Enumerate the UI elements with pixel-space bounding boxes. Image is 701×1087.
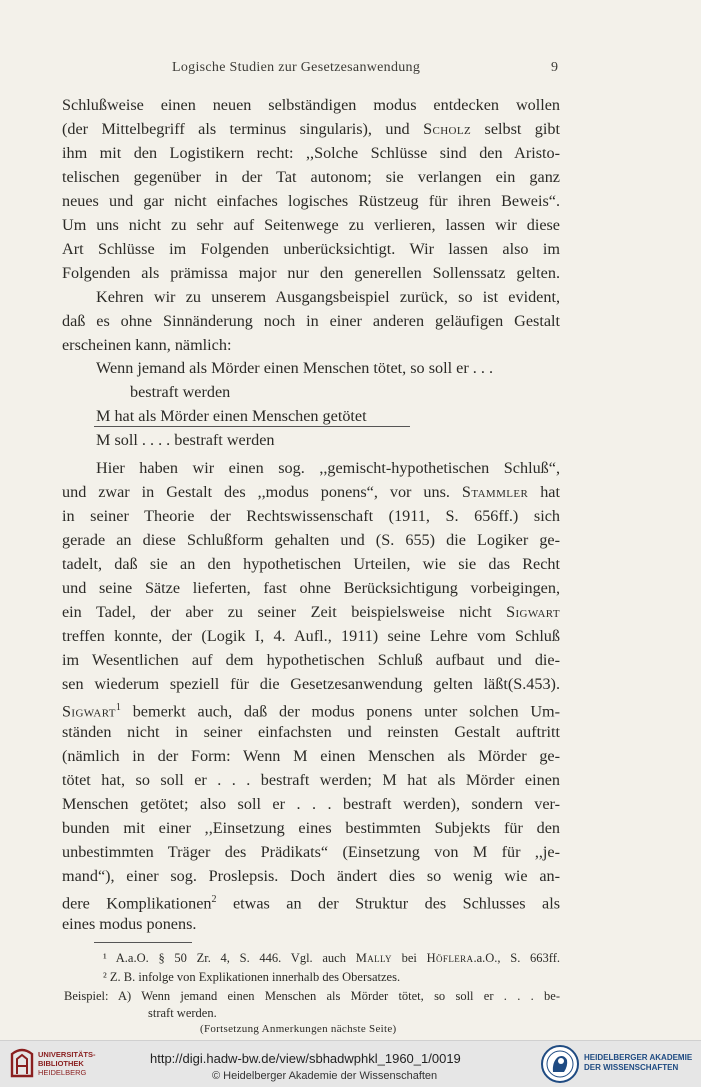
footnote-example-cont: straft werden.	[148, 1006, 217, 1020]
text-line: treffen konnte, der (Logik I, 4. Aufl., 1911) seine Lehre vom Schluß	[62, 627, 560, 645]
text-line	[62, 602, 560, 622]
text-line: sen wiederum speziell für die Gesetzesanwendung gelten läßt(S.453).	[62, 675, 560, 693]
text-run: ein Tadel, der aber zu seiner Zeit beispielsweise nicht	[62, 603, 507, 621]
text-line: und seine Sätze lieferten, fast ohne Berücksichtigung vorbeigingen,	[62, 579, 560, 597]
text-line: unbestimmten Träger des Prädikats“ (Einsetzung von M für ,,je-	[62, 843, 560, 861]
syllogism-major-premise: Wenn jemand als Mörder einen Menschen tötet, so soll er . . .	[96, 359, 493, 377]
text-run: ¹ A.a.O. § 50 Zr. 4, S. 446. Vgl. auch	[103, 951, 356, 965]
text-run: hat	[528, 483, 560, 501]
hadw-logo[interactable]	[540, 1044, 698, 1084]
footnote-example: Beispiel: A) Wenn jemand einen Menschen als Mörder tötet, so soll er . . . be-	[64, 989, 560, 1003]
text-line: Schlußweise einen neuen selbständigen modus entdecken wollen	[62, 96, 560, 114]
text-line: in seiner Theorie der Rechtswissenschaft (1911, S. 656ff.) sich	[62, 507, 560, 525]
text-line: im Wesentlichen auf dem hypothetischen Schluß aufbaut und die-	[62, 651, 560, 669]
ub-logo-line-2: BIBLIOTHEK	[38, 1059, 84, 1068]
footnote-ref: 2	[211, 894, 217, 905]
footnote-1	[103, 950, 560, 966]
copyright-notice: © Heidelberger Akademie der Wissenschaften	[212, 1070, 438, 1082]
text-line: erscheinen kann, nämlich:	[62, 336, 232, 354]
text-run: selbst gibt	[471, 120, 560, 138]
text-line: (nämlich in der Form: Wenn M einen Menschen als Mörder ge-	[62, 747, 560, 765]
text-line: Menschen getötet; also soll er . . . bestraft werden), sondern ver-	[62, 795, 560, 813]
ub-logo-line-1: UNIVERSITÄTS-	[38, 1050, 96, 1059]
text-line: neues und gar nicht einfaches logisches Rüstzeug für ihren Beweis“.	[62, 192, 560, 210]
text-line: ihm mit den Logistikern recht: ,,Solche Schlüsse sind den Aristo-	[62, 144, 560, 162]
text-line: tadelt, daß sie an den hypothetischen Urteilen, wie sie das Recht	[62, 555, 560, 573]
conclusion-rule	[94, 426, 410, 427]
text-run: etwas an der Struktur des Schlusses als	[216, 894, 560, 913]
syllogism-major-premise-cont: bestraft werden	[130, 383, 231, 401]
permalink-url[interactable]: http://digi.hadw-bw.de/view/sbhadwphkl_1960_1/0019	[150, 1051, 461, 1066]
syllogism-minor-premise: M hat als Mörder einen Menschen getötet	[96, 407, 367, 425]
syllogism-conclusion: M soll . . . . bestraft werden	[96, 431, 275, 449]
text-line: ständen nicht in seiner einfachsten und reinsten Gestalt auftritt	[62, 723, 560, 741]
footnote-ref: 1	[115, 702, 121, 713]
page-number: 9	[551, 60, 558, 75]
text-run: bei	[391, 951, 427, 965]
footnote-rule	[94, 942, 192, 943]
ub-logo-line-3: HEIDELBERG	[38, 1068, 87, 1077]
text-line	[62, 482, 560, 502]
text-run: .a.O., S. 663ff.	[473, 951, 560, 965]
text-line: gerade an diese Schlußform gehalten und (S. 655) die Logiker ge-	[62, 531, 560, 549]
ub-heidelberg-icon	[8, 1048, 36, 1078]
text-line: mand“), einer sog. Proslepsis. Doch ändert dies so wenig wie an-	[62, 867, 560, 885]
author-name: Sigwart	[506, 603, 560, 621]
viewer-footer-bar	[0, 1040, 701, 1087]
ub-heidelberg-logo[interactable]	[8, 1046, 138, 1082]
text-line: Hier haben wir einen sog. ,,gemischt-hypothetischen Schluß“,	[96, 459, 560, 477]
text-run: dere Komplikationen	[62, 894, 212, 913]
author-name: Sigwart	[62, 702, 116, 721]
text-run: und zwar in Gestalt des ,,modus ponens“, vor uns.	[62, 483, 462, 501]
text-run: bemerkt auch, daß der modus ponens unter solchen Um-	[120, 702, 560, 721]
text-line	[62, 119, 560, 139]
text-line: Art Schlüsse im Folgenden unberücksichtigt. Wir lassen also im	[62, 240, 560, 258]
footnote-2: ² Z. B. infolge von Explikationen innerhalb des Obersatzes.	[103, 970, 401, 984]
text-line: Um uns nicht zu sehr auf Seitenwege zu verlieren, lassen wir diese	[62, 216, 560, 234]
text-line: eines modus ponens.	[62, 915, 197, 933]
footnote-continuation-note: (Fortsetzung Anmerkungen nächste Seite)	[200, 1023, 397, 1035]
text-run: (der Mittelbegriff als terminus singularis), und	[62, 120, 424, 138]
author-name: Stammler	[461, 483, 529, 501]
author-name: Höflera	[426, 951, 474, 965]
running-title: Logische Studien zur Gesetzesanwendung	[172, 60, 421, 75]
text-line: daß es ohne Sinnänderung noch in einer anderen geläufigen Gestalt	[62, 312, 560, 330]
author-name: Mally	[355, 951, 392, 965]
hadw-logo-line-1: HEIDELBERGER AKADEMIE	[584, 1053, 693, 1062]
text-line: Folgenden als prämissa major nur den generellen Sollenssatz gelten.	[62, 264, 560, 282]
academy-seal-icon	[540, 1044, 580, 1084]
text-line: Kehren wir zu unserem Ausgangsbeispiel zurück, so ist evident,	[96, 288, 560, 306]
author-name: Scholz	[423, 120, 472, 138]
text-line: tötet hat, so soll er . . . bestraft werden; M hat als Mörder einen	[62, 771, 560, 789]
text-line	[62, 890, 560, 913]
hadw-logo-line-2: DER WISSENSCHAFTEN	[584, 1063, 679, 1072]
text-line: telischen gegenüber in der Tat autonom; sie verlangen ein ganz	[62, 168, 560, 186]
text-line: bunden mit einer ,,Einsetzung eines bestimmten Subjekts für den	[62, 819, 560, 837]
text-line	[62, 698, 560, 721]
